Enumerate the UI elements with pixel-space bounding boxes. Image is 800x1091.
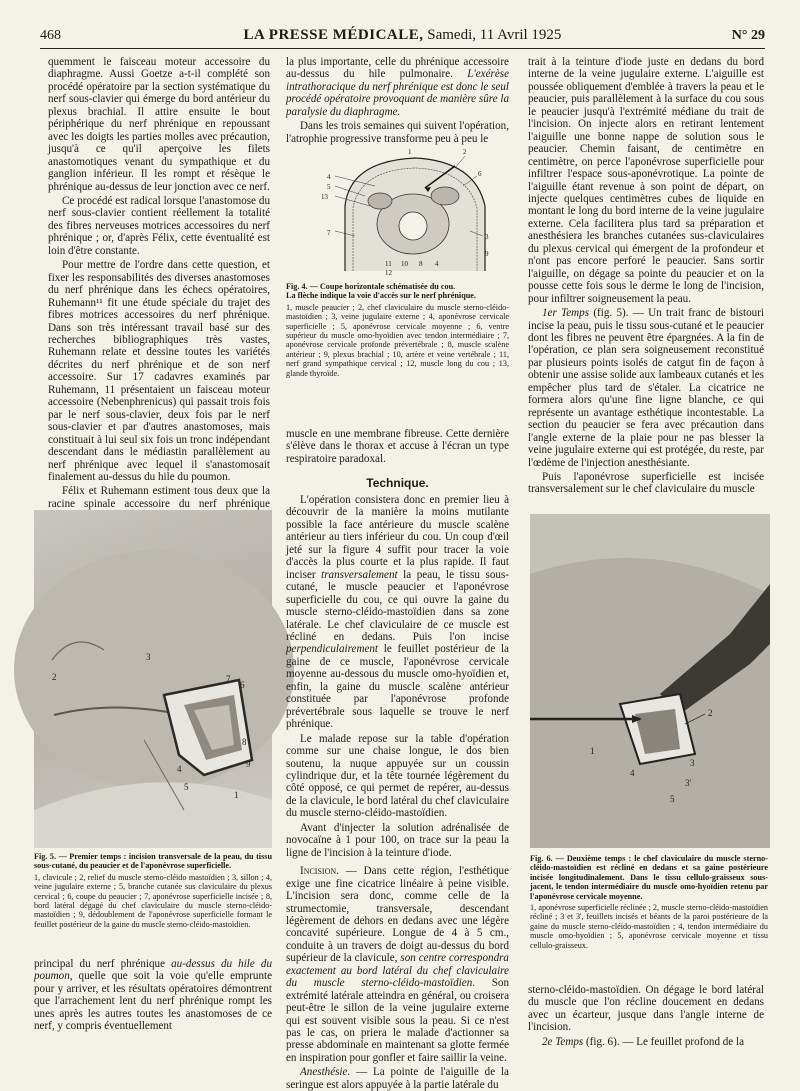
figure-6-caption	[530, 854, 768, 978]
paragraph: Félix et Ruhemann estiment tous deux que la racine spinale accessoire du nerf phrénique	[48, 485, 270, 510]
figure-4-label: 11	[385, 260, 392, 268]
issue-date: Samedi, 11 Avril 1925	[427, 27, 562, 43]
paragraph: 1er Temps (fig. 5). — Un trait franc de bistouri incise la peau, puis le tissu sous-cutané et le peaucier dont les fibres ne peuvent être épargnées. A la fin de l'opération, ce plan sera soigneusement reconstitué par plusieurs points isolés de catgut fin de façon à obtenir une assise solide aux lambeaux cutanés et les empêcher plus tard de s'étaler. La cicatrice ne formera alors qu'une fine ligne blanche, ce qui représente un avantage esthétique incontestable. La section du peaucier se fera avec précaution dans l'angle externe de la plaie pour ne pas blesser la veine jugulaire externe qui est protégée, du reste, par l'œdème de l'injection anesthésiante.	[528, 307, 764, 469]
figure-4-label: 3	[485, 233, 489, 241]
column-2-top	[286, 56, 509, 146]
figure-6-label: 4	[630, 768, 635, 778]
figure-4-label: 6	[478, 170, 482, 178]
figure-6-label: 5	[670, 794, 675, 804]
figure-4-label: 2	[463, 148, 467, 156]
figure-4-label: 8	[419, 260, 423, 268]
figure-4-title: Fig. 4. — Coupe horizontale schématisée du cou.	[286, 282, 456, 291]
paragraph: Ce procédé est radical lorsque l'anastomose du nerf sous-clavier contient réellement la totalité des fibres nerveuses motrices accessoires du nerf phrénique ; or, d'après Félix, cette éventualité est loin d'être constante.	[48, 194, 270, 257]
paragraph: Anesthésie. — La pointe de l'aiguille de la seringue est alors appuyée à la partie latérale du	[286, 1066, 509, 1091]
paragraph: Incision. — Dans cette région, l'esthétique exige une fine cicatrice linéaire à peine visible. L'incision sera donc, comme celle de la strumectomie, transversale, descendant légèrement de dehors en dedans avec une légère concavité supérieure. Longue de 4 à 5 cm., conduite à un travers de doigt au-dessus du bord supérieur de la clavicule, son centre correspondra exactement au bord latéral du chef claviculaire du muscle sterno-cléido-mastoïdien. Son extrémité latérale atteindra en général, ou croisera peut-être le sillon de la veine jugulaire externe qui est souvent visible sous la peau. Si ce n'est pas le cas, on priera le malade d'actionner sa presse abdominale en maintenant sa glotte fermée en inspiration pour gonfler et faire saillir la veine.	[286, 865, 509, 1064]
figure-5-label: 1	[234, 790, 239, 800]
paragraph: 2e Temps (fig. 6). — Le feuillet profond de la	[542, 1035, 745, 1048]
figure-4-legend: 1, muscle peaucier ; 2, chef claviculaire du muscle sterno-cléido-mastoïdien ; 3, veine jugulaire externe ; 4, aponévrose cervicale superficielle ; 5, aponévrose cervicale moyenne ; 6, ventre supérieur du muscle omo-hyoïdien avec tendon intermédiaire ; 7, aponévrose cervicale profonde prévertébrale ; 8, muscle scalène antérieur ; 9, plexus brachial ; 10, artère et veine vertébrale ; 11, nerf grand sympathique cervical ; 12, muscle long du cou ; 13, glande thyroïde.	[286, 302, 509, 378]
figure-5-photo	[34, 510, 272, 848]
figure-4-diagram	[305, 146, 495, 276]
figure-6-legend: 1, aponévrose superficielle réclinée ; 2, muscle sterno-cléido-mastoïdien récliné ; 3 et 3', feuillets incisés et béants de la paroi postérieure de la gaine du muscle sterno-cléido-mastoïdien ; 4, tendon intermédiaire du muscle omo-hyoïdien ; 5, aponévrose cervicale moyenne et tissu cellulo-graisseux.	[530, 903, 768, 950]
figure-5-label: 3	[146, 652, 151, 662]
page-header	[40, 26, 765, 49]
paragraph: Pour mettre de l'ordre dans cette question, et fixer les responsabilités des diverses anastomoses du nerf phrénique dans les échecs opératoires, Ruhemann¹¹ fit une étude spéciale du trajet des fibres motrices accessoires du nerf phrénique. Dans son très intéressant travail basé sur des recherches bibliographiques très vastes, Ruhemann relate et dessine toutes les variétés décrites du nerf phrénique et de son nerf accessoire. Sur 17 cadavres examinés par Ruhemann, 11 présentaient un faisceau moteur accessoire (Nebenphrenicus) qui passait trois fois par le nerf sous-clavier, deux fois par le nerf sous-clavier et par d'autres anastomoses, mais constituait à lui seul six fois un tronc indépendant descendant dans le médiastin parallèlement au nerf phrénique avec lequel il s'anastomosait finalement au-dessus du hile du poumon.	[48, 259, 270, 483]
figure-5-label: 4	[177, 764, 182, 774]
page-number: 468	[40, 28, 61, 43]
figure-5-legend: 1, clavicule ; 2, relief du muscle sterno-cléido mastoïdien ; 3, sillon ; 4, veine jugulaire externe ; 5, branche cutanée sus claviculaire du plexus cervical ; 6, coupe du peaucier ; 7, aponévrose superficielle incisée ; 8, bord latéral dégagé du chef claviculaire du muscle sterno-cléido-mastoïdien ; 9, dédoublement de l'aponévrose superficielle formant le feuillet postérieur de la gaine du muscle sterno-cléido-mastoïdien.	[34, 872, 272, 929]
figure-5-caption	[34, 852, 272, 954]
figure-5-label: 2	[52, 672, 57, 682]
paragraph: muscle en une membrane fibreuse. Cette dernière s'élève dans le thorax et accuse à l'écran un type respiratoire paradoxal.	[286, 428, 509, 465]
figure-4-label: 5	[327, 183, 331, 191]
figure-6-illustration	[530, 514, 770, 848]
figure-5-label: 6	[240, 680, 245, 690]
journal-title	[40, 27, 765, 44]
figure-4-label: 4	[435, 260, 439, 268]
column-1-bottom	[34, 958, 272, 1070]
journal-name: LA PRESSE MÉDICALE,	[243, 27, 424, 43]
figure-6-label: 2	[708, 708, 713, 718]
issue-number: N° 29	[731, 28, 765, 43]
paragraph: Dans les trois semaines qui suivent l'opération, l'atrophie progressive transforme peu à peu le	[286, 120, 509, 145]
figure-5-label: 8	[242, 737, 247, 747]
paragraph: trait à la teinture d'iode juste en dedans du bord interne de la veine jugulaire externe. L'aiguille est poussée obliquement d'emblée à travers la peau et le peaucier, puis parallèlement à la surface du cou sous le peaucier jusqu'à l'extrémité médiane du trait de l'incision. On injecte alors en retirant lentement l'aiguille une bonne nappe de solution sous le peaucier. Chemin faisant, de centimètre en centimètre, on perce l'aponévrose superficielle pour infiltrer l'espace sous-aponévrotique. La pointe de l'aiguille étant revenue à son point de départ, on injecte quelques centimètres cubes de liquide en montant le long du bord interne de la veine jugulaire externe. Cela facilitera plus tard sa préparation et anesthésiera les branches cutanées sus-claviculaires du plexus cervical qui émergent de la profondeur et n'ont pas encore perforé le peaucier. Sans sortir l'aiguille, on dégage sa pointe du peaucier et on la pousse cette fois sous le derme le long de l'incision, pour infiltrer soigneusement la peau.	[528, 56, 764, 305]
column-3-bottom	[528, 984, 764, 1070]
figure-5-label: 9	[246, 759, 251, 769]
paragraph: Puis l'aponévrose superficielle est incisée transversalement sur le chef claviculaire du muscle	[528, 470, 764, 496]
figure-4-label: 12	[385, 269, 392, 277]
figure-5-title: Fig. 5. — Premier temps : incision transversale de la peau, du tissu sous-cutané, du peaucier et de l'aponévrose superficielle.	[34, 852, 272, 871]
paragraph: principal du nerf phrénique au-dessus du hile du poumon, quelle que soit la voie qu'elle emprunte pour y arriver, et les résultats opératoires démontrent que l'arrachement lent du nerf phrénique rompt les unes après les autres toutes les anastomoses de ce nerf, y compris éventuellement	[34, 958, 272, 1033]
paragraph: L'opération consistera donc en premier lieu à découvrir de la manière la moins mutilante possible la face antérieure du muscle scalène antérieur au tiers inférieur du cou. Un coup d'œil jeté sur la figure 4 suffit pour tracer la voie d'accès la plus courte et la plus rapide. Il faut inciser transversalement la peau, le tissu sous-cutané, le muscle peaucier et l'aponévrose superficielle du cou, ce qui ouvre la gaine du muscle sterno-cléido-mastoïdien dans sa zone latérale. Le chef claviculaire de ce muscle est récliné en dedans. Puis l'on incise perpendiculairement le feuillet postérieur de la gaine de ce muscle, l'aponévrose cervicale moyenne au-dessous du muscle omo-hyoïdien et, enfin, la gaine du muscle scalène antérieur constituée par l'aponévrose profonde prévertébrale sous laquelle se trouve le nerf phrénique.	[286, 494, 509, 731]
figure-6-title: Fig. 6. — Deuxième temps : le chef claviculaire du muscle sterno-cléido-mastoïdien est récliné en dedans et sa gaine postérieure incisée longitudinalement. Dans le tissu cellulo-graisseux sous-jacent, le tendon intermédiaire du muscle omo-hyoïdien retenu par l'aponévrose cervicale moyenne.	[530, 854, 768, 901]
figure-4-label: 4	[327, 173, 331, 181]
paragraph: Le malade repose sur la table d'opération comme sur une chaise longue, le dos bien soutenu, la nuque appuyée sur un coussin cylindrique dur, et la tête tournée légèrement du côté opposé, ce qui permet de repérer, au-dessus de la clavicule, le bord latéral du chef claviculaire du muscle sterno-cléido-mastoïdien.	[286, 732, 509, 820]
figure-5-illustration	[34, 510, 272, 848]
figure-6-label: 3	[690, 758, 695, 768]
figure-4-label: 13	[321, 193, 328, 201]
column-2-bottom	[286, 494, 509, 1091]
figure-5-label: 5	[184, 782, 189, 792]
paragraph: sterno-cléido-mastoïdien. On dégage le bord latéral du muscle que l'on récline doucement en dedans avec un écarteur, jusque dans l'angle interne de l'incision.	[528, 984, 764, 1034]
paragraph: quemment le faisceau moteur accessoire du diaphragme. Aussi Goetze a-t-il complété son procédé opératoire par la section systématique du nerf sous-clavier qui émerge du bord antérieur du plexus brachial. Il attire ensuite le bout périphérique du nerf phrénique en repoussant avec les doigts les parties molles avec précaution, jusqu'à ce qu'il aperçoive les filets anastomotiques venant du sympathique et du ganglion inférieur. Il les rompt et résèque le phrénique au-dessus de leur jonction avec ce nerf.	[48, 56, 270, 193]
figure-4-label: 7	[327, 229, 331, 237]
column-3-top	[528, 56, 764, 504]
paragraph: Avant d'injecter la solution adrénalisée de novocaïne à 1 pour 100, on trace sur la peau la ligne de l'incision à la teinture d'iode.	[286, 821, 509, 859]
paragraph: la plus importante, celle du phrénique accessoire au-dessus du hile pulmonaire. L'exérèse intrathoracique du nerf phrénique est donc le seul procédé opératoire provoquant de manière sûre la paralysie du diaphragme.	[286, 56, 509, 118]
column-2-middle	[286, 428, 509, 470]
figure-4-label: 9	[485, 250, 489, 258]
figure-6-label: 3'	[685, 778, 692, 788]
figure-4-illustration	[305, 146, 495, 276]
figure-6-photo	[530, 514, 770, 848]
column-1-top	[48, 56, 270, 510]
figure-4-subtitle: La flèche indique la voie d'accès sur le nerf phrénique.	[286, 291, 476, 301]
figure-4-label: 10	[401, 260, 408, 268]
figure-6-label: 1	[590, 746, 595, 756]
figure-4-caption	[286, 282, 509, 400]
section-heading: Technique.	[366, 476, 429, 490]
figure-4-label: 1	[408, 148, 412, 156]
figure-5-label: 7	[226, 674, 231, 684]
